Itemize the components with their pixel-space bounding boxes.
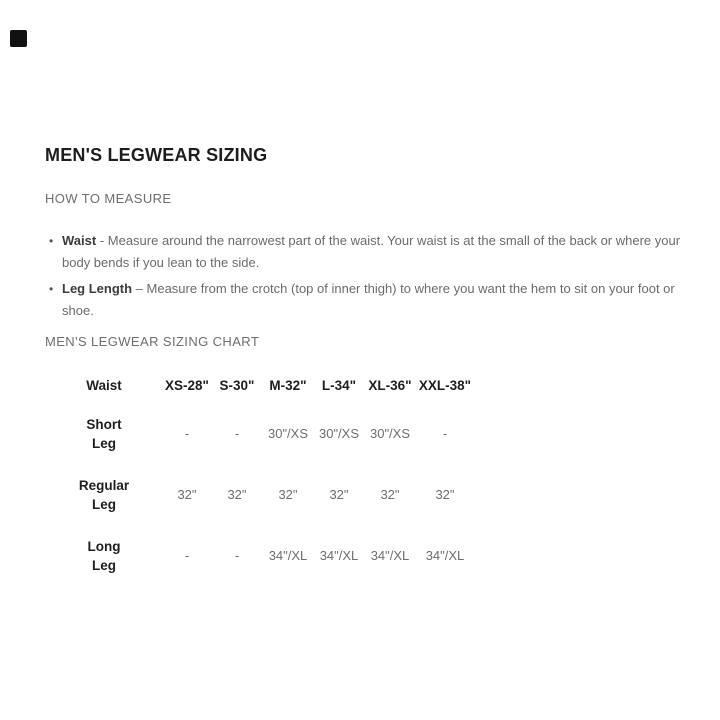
column-header-m: M-32" (269, 377, 307, 393)
table-row-long-leg (64, 525, 474, 586)
row-label-line: Leg (91, 557, 116, 573)
row-label-short-leg (64, 403, 144, 464)
column-header-l: L-34" (321, 377, 357, 393)
cell-short-xs: - (184, 426, 190, 441)
cell-short-s: - (234, 426, 240, 441)
row-label-regular-leg (64, 464, 144, 525)
table-row-short-leg (64, 403, 474, 464)
cell-short-l: 30"/XS (318, 426, 360, 441)
sizing-table (64, 367, 474, 586)
measure-description-leg-length: – Measure from the crotch (top of inner thigh) to where you want the hem to sit on your foot or shoe. (62, 281, 675, 318)
cell-long-xs: - (184, 548, 190, 563)
cell-short-xl: 30"/XS (369, 426, 411, 441)
row-label-line: Regular (78, 477, 130, 493)
image-placeholder-mark (10, 30, 27, 47)
cell-long-xxl: 34"/XL (425, 548, 465, 563)
cell-regular-xxl: 32" (435, 487, 455, 502)
cell-spacer (144, 403, 162, 464)
column-header-xs: XS-28" (165, 377, 209, 393)
measure-list-item-waist (49, 230, 684, 274)
row-label-line: Leg (91, 435, 116, 451)
measure-term-leg-length: Leg Length (62, 281, 133, 296)
bullet-icon: • (49, 282, 54, 296)
cell-regular-s: 32" (227, 487, 247, 502)
measure-instructions-list (45, 230, 684, 322)
column-header-waist: Waist (86, 377, 122, 393)
row-label-line: Leg (91, 496, 116, 512)
how-to-measure-heading: HOW TO MEASURE (45, 191, 172, 206)
cell-short-xxl: - (442, 426, 448, 441)
cell-regular-m: 32" (278, 487, 298, 502)
column-header-xxl: XXL-38" (418, 377, 472, 393)
page-title: MEN'S LEGWEAR SIZING (45, 145, 268, 165)
table-row-regular-leg (64, 464, 474, 525)
row-label-long-leg (64, 525, 144, 586)
cell-regular-l: 32" (329, 487, 349, 502)
bullet-icon: • (49, 234, 54, 248)
cell-spacer (144, 525, 162, 586)
cell-regular-xs: 32" (177, 487, 197, 502)
cell-long-xl: 34"/XL (370, 548, 410, 563)
table-header-row (64, 367, 474, 403)
cell-long-m: 34"/XL (268, 548, 308, 563)
column-header-s: S-30" (219, 377, 255, 393)
measure-list-item-leg-length (49, 278, 684, 322)
cell-short-m: 30"/XS (267, 426, 309, 441)
cell-long-l: 34"/XL (319, 548, 359, 563)
column-spacer (144, 367, 162, 403)
measure-description-waist: - Measure around the narrowest part of the waist. Your waist is at the small of the back or where your body bends if you lean to the side. (62, 233, 681, 270)
cell-spacer (144, 464, 162, 525)
sizing-chart-heading: MEN'S LEGWEAR SIZING CHART (45, 334, 260, 349)
column-header-xl: XL-36" (368, 377, 412, 393)
row-label-line: Short (86, 416, 122, 432)
cell-long-s: - (234, 548, 240, 563)
cell-regular-xl: 32" (380, 487, 400, 502)
row-label-line: Long (87, 538, 121, 554)
measure-term-waist: Waist (62, 233, 97, 248)
